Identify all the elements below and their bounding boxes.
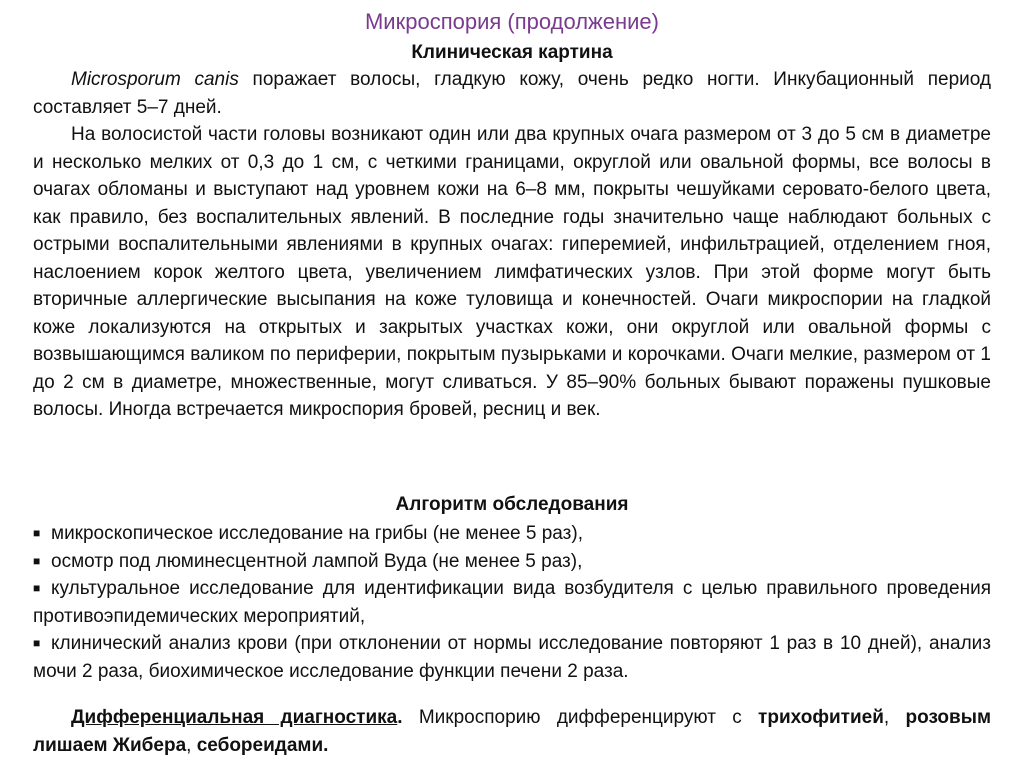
differential-dot: . [397, 707, 403, 728]
algorithm-list [33, 520, 991, 685]
diagnosis-pityriasis-rosea: розовым лишаем Жибера [33, 707, 991, 756]
list-item-text: микроскопическое исследование на грибы (не менее 5 раз), [51, 523, 583, 544]
slide-title: Микроспория (продолжение) [364, 9, 659, 34]
separator: , [883, 707, 906, 728]
list-item [33, 575, 991, 630]
clinical-paragraph-1 [33, 66, 991, 121]
list-item-text: клинический анализ крови (при отклонении от нормы исследование повторяют 1 раз в 10 дней), анализ мочи 2 раза, биохимическое исследование функции печени 2 раза. [33, 633, 991, 682]
diagnosis-seborrheids: себореидами [196, 734, 324, 756]
diagnosis-trichophytosis: трихофитией [758, 707, 884, 728]
clinical-text [33, 66, 991, 424]
clinical-paragraph-1-text: поражает волосы, гладкую кожу, очень редко ногти. Инкубационный период составляет 5–7 дней. [33, 69, 991, 118]
differential-label: Дифференциальная диагностика [71, 707, 398, 728]
clinical-paragraph-2: На волосистой части головы возникают один или два крупных очага размером от 3 до 5 см в диаметре и несколько мелких от 0,3 до 1 см, с четкими границами, округлой или овальной формы, все волосы в очагах обломаны и выступают над уровнем кожи на 6–8 мм, покрыты чешуйками серовато-белого цвета, как правило, без воспалительных явлений. В последние годы значительно чаще наблюдают больных с острыми воспалительными явлениями в крупных очагах: гиперемией, инфильтрацией, отделением гноя, наслоением корок желтого цвета, увеличением лимфатических узлов. При этой форме могут быть вторичные аллергические высыпания на коже туловища и конечностей. Очаги микроспории на гладкой коже локализуются на открытых и закрытых участках кожи, они округлой или овальной формы с возвышающимся валиком по периферии, покрытым пузырьками и корочками. Очаги мелкие, размером от 1 до 2 см в диаметре, множественные, могут сливаться. У 85–90% больных бывают поражены пушковые волосы. Иногда встречается микроспория бровей, ресниц и век. [33, 124, 991, 420]
bullet-icon: ■ [33, 553, 41, 568]
separator: , [186, 734, 197, 756]
bullet-icon: ■ [33, 581, 41, 595]
list-item [33, 630, 991, 685]
list-item-text: осмотр под люминесцентной лампой Вуда (не менее 5 раз), [51, 550, 583, 572]
algorithm-heading: Алгоритм обследования [395, 494, 629, 515]
bullet-icon: ■ [33, 636, 41, 650]
differential-end: . [323, 734, 329, 756]
list-item [33, 520, 991, 548]
list-item [33, 548, 991, 576]
differential-text: Микроспорию дифференцируют с [402, 707, 759, 728]
clinical-heading: Клиническая картина [411, 42, 613, 63]
bullet-icon: ■ [33, 526, 41, 540]
differential-diagnosis [33, 704, 991, 759]
list-item-text: культуральное исследование для идентификации вида возбудителя с целью правильного проведения противоэпидемических мероприятий, [33, 578, 991, 627]
pathogen-name: Microsporum canis [71, 69, 239, 90]
